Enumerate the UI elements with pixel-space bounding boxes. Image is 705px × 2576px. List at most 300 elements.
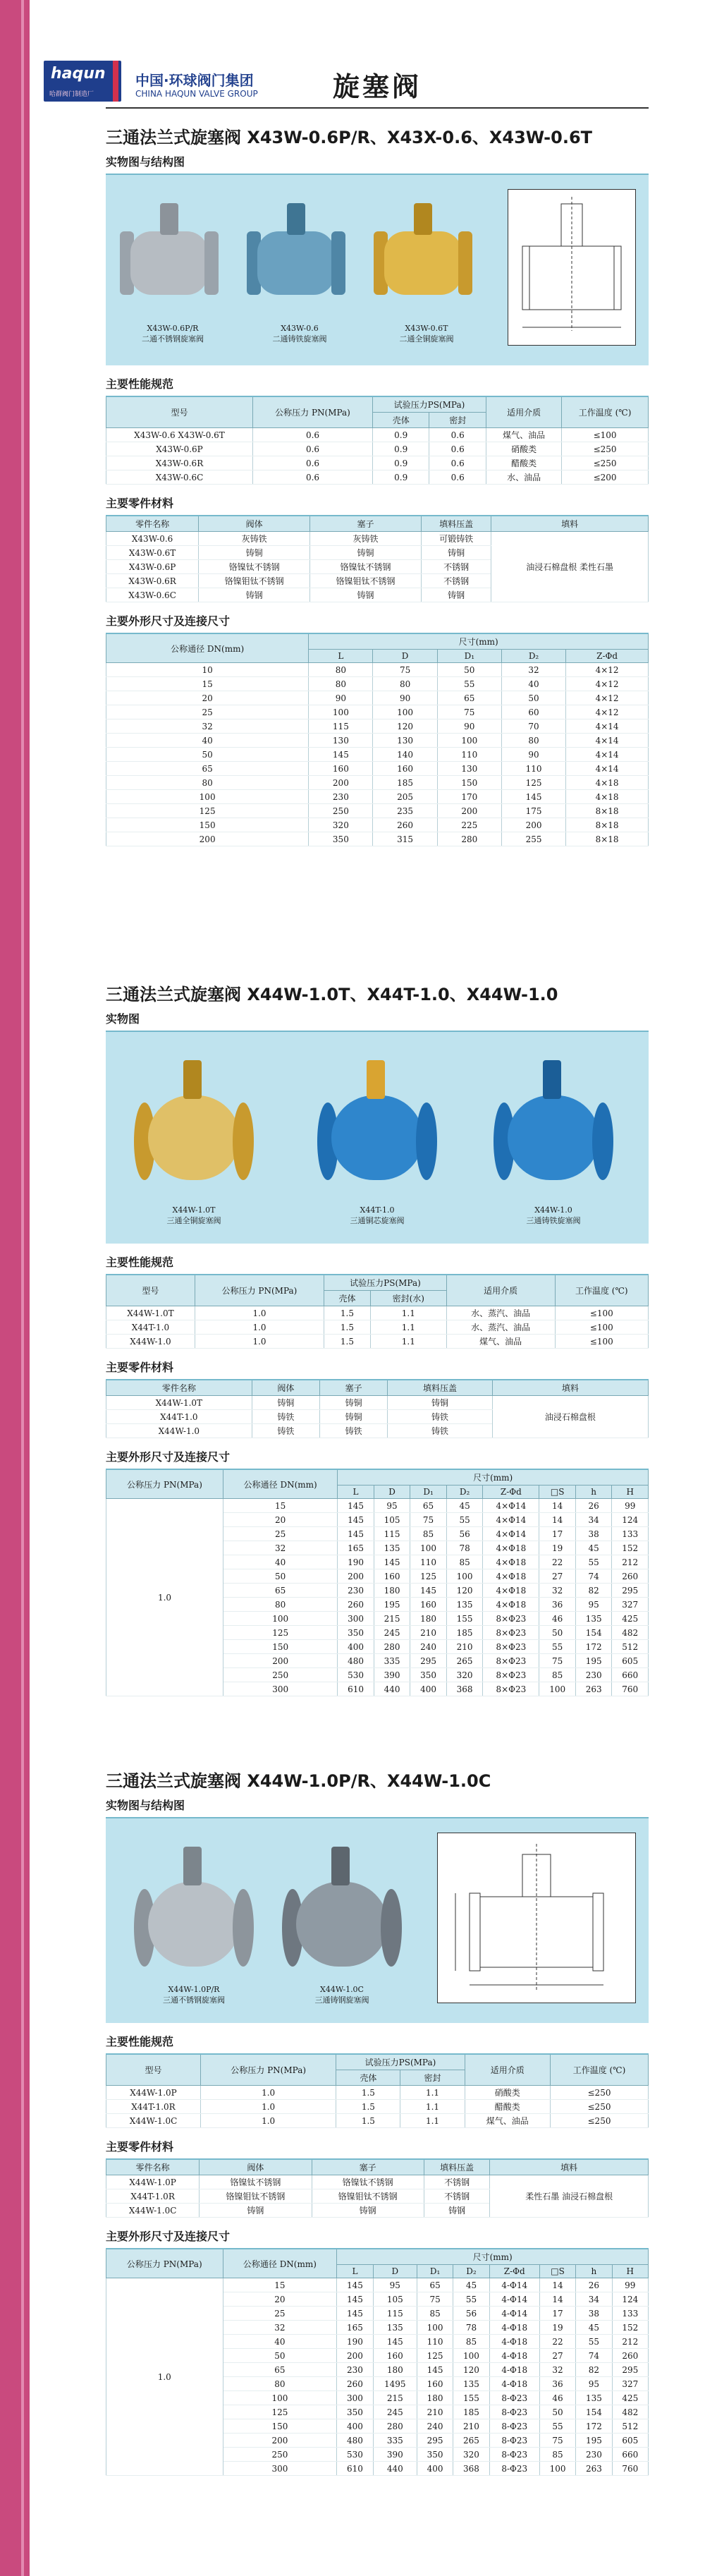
table-cell: 90: [309, 691, 373, 705]
table-cell: ≤250: [562, 442, 649, 456]
table-cell: 230: [576, 2448, 612, 2462]
table-cell: 铸铜: [320, 1396, 388, 1410]
table-cell: 8×Φ23: [483, 1640, 539, 1654]
table-cell: X43W-0.6P: [106, 560, 199, 574]
table-cell: 铸铜: [310, 546, 422, 560]
table-cell: 45: [453, 2278, 489, 2292]
table-cell: 145: [410, 1584, 447, 1598]
table-cell: 160: [417, 2377, 453, 2391]
table-cell: X43W-0.6C: [106, 588, 199, 602]
table-cell: 50: [539, 2405, 575, 2419]
table-cell: 260: [337, 2377, 373, 2391]
table-cell: 34: [576, 2292, 612, 2307]
parts-table: 零件名称 阀体 塞子 填料压盖 填料 X43W-0.6 灰铸铁 灰铸铁 可锻铸铁 油浸石棉盘根 柔性石墨 X43W-0.6T 铸铜 铸铜 铸铜 X43W-0.6P 铬镍钛不锈钢 铬镍钛不锈钢 不锈钢 X43W-0.6R 铬镍钼钛不锈钢 铬镍钼钛不锈钢 不锈钢 X43W-0.6C 铸钢 铸钢 铸钢: [106, 515, 649, 602]
table-cell: 4×14: [566, 719, 649, 734]
table-cell: 醋酸类: [465, 2100, 550, 2114]
table-row: [106, 532, 649, 546]
table-cell: 135: [576, 2391, 612, 2405]
table-cell: 1495: [373, 2377, 417, 2391]
table-cell: 145: [374, 1555, 410, 1569]
table-cell: 610: [338, 1682, 374, 1696]
table-cell: 铸铁: [388, 1410, 492, 1424]
table-cell: 灰铸铁: [310, 532, 422, 546]
table-cell: 212: [612, 1555, 649, 1569]
table-cell: 145: [338, 1499, 374, 1513]
table-cell: 210: [453, 2419, 489, 2434]
photo-heading: 实物图: [106, 1012, 140, 1026]
table-cell: 4×Φ14: [483, 1527, 539, 1541]
table-cell: 99: [612, 2278, 648, 2292]
table-cell: 133: [612, 2307, 648, 2321]
table-cell: 152: [612, 2321, 648, 2335]
table-cell: 38: [575, 1527, 612, 1541]
table-cell: 320: [309, 818, 373, 832]
table-row: [106, 663, 649, 677]
logo-accent: [113, 61, 118, 102]
table-cell: 200: [337, 2349, 373, 2363]
table-cell: X44W-1.0C: [106, 2114, 201, 2128]
table-cell: 45: [576, 2321, 612, 2335]
table-cell: 245: [373, 2405, 417, 2419]
table-cell: 19: [539, 1541, 576, 1555]
table-cell: 150: [223, 1640, 338, 1654]
table-cell: 铬镍钼钛不锈钢: [312, 2189, 424, 2204]
table-cell: 480: [337, 2434, 373, 2448]
table-cell: 45: [446, 1499, 483, 1513]
table-cell: 180: [373, 2363, 417, 2377]
table-row: [106, 818, 649, 832]
table-cell: 85: [446, 1555, 483, 1569]
table-cell: 85: [539, 2448, 575, 2462]
table-cell: 1.1: [400, 2114, 465, 2128]
table-cell: 160: [373, 2349, 417, 2363]
table-cell: 335: [373, 2434, 417, 2448]
table-cell: 65: [223, 2363, 337, 2377]
table-cell: 230: [338, 1584, 374, 1598]
table-cell: 160: [309, 762, 373, 776]
table-cell: 4-Φ14: [489, 2292, 539, 2307]
table-cell: 100: [410, 1541, 447, 1555]
table-cell: 1.0: [195, 1335, 324, 1349]
table-cell: 硝酸类: [465, 2086, 550, 2100]
table-row: [106, 719, 649, 734]
table-cell: 482: [612, 2405, 648, 2419]
table-cell: 390: [374, 1668, 410, 1682]
table-cell: 铸铜: [388, 1396, 492, 1410]
table-cell: X44T-1.0R: [106, 2100, 201, 2114]
table-cell: 36: [539, 1598, 576, 1612]
table-cell: 145: [338, 1527, 374, 1541]
table-cell: 195: [575, 1654, 612, 1668]
table-cell: 170: [437, 790, 501, 804]
table-cell: X44W-1.0P: [106, 2086, 201, 2100]
table-cell: 14: [539, 2292, 575, 2307]
page-title: 旋塞阀: [333, 71, 422, 102]
table-cell: 260: [612, 1569, 649, 1584]
table-cell: 1.0: [195, 1306, 324, 1320]
brand-logo: [44, 61, 121, 102]
table-cell: 油浸石棉盘根 柔性石墨: [491, 532, 649, 602]
table-cell: 280: [373, 2419, 417, 2434]
table-cell: 185: [453, 2405, 489, 2419]
table-cell: 200: [309, 776, 373, 790]
table-cell: 440: [373, 2462, 417, 2476]
table-cell: 80: [223, 2377, 337, 2391]
table-cell: 78: [446, 1541, 483, 1555]
table-cell: 530: [337, 2448, 373, 2462]
table-cell: 212: [612, 2335, 648, 2349]
table-cell: 195: [374, 1598, 410, 1612]
table-cell: 油浸石棉盘根: [492, 1396, 648, 1438]
table-cell: 10: [106, 663, 309, 677]
table-cell: 75: [373, 663, 437, 677]
table-cell: 0.6: [253, 442, 373, 456]
table-cell: 铸铁: [252, 1410, 319, 1424]
table-cell: 4-Φ18: [489, 2335, 539, 2349]
table-cell: 95: [576, 2377, 612, 2391]
table-cell: 4-Φ14: [489, 2278, 539, 2292]
table-cell: 4×Φ18: [483, 1569, 539, 1584]
table-cell: 铸钢: [424, 2204, 490, 2218]
table-cell: 1.5: [324, 1335, 371, 1349]
table-cell: 17: [539, 2307, 575, 2321]
logo-tag: 哈群阀门制造厂: [49, 91, 94, 98]
table-cell: 65: [410, 1499, 447, 1513]
table-row: [106, 456, 649, 470]
table-cell: X44W-1.0T: [106, 1396, 252, 1410]
table-cell: 40: [501, 677, 565, 691]
parts-heading: 主要零件材料: [106, 2140, 174, 2153]
table-cell: 铬镍钼钛不锈钢: [199, 574, 310, 588]
table-cell: 225: [437, 818, 501, 832]
parts-table: 零件名称 阀体 塞子 填料压盖 填料 X44W-1.0P 铬镍钛不锈钢 铬镍钛不锈钢 不锈钢 柔性石墨 油浸石棉盘根 X44T-1.0R 铬镍钼钛不锈钢 铬镍钼钛不锈钢 不锈钢 X44W-1.0C 铸钢 铸钢 铸钢: [106, 2158, 649, 2218]
table-cell: 4-Φ18: [489, 2349, 539, 2363]
table-cell: 100: [539, 2462, 575, 2476]
performance-table: 型号 公称压力 PN(MPa) 试验压力PS(MPa) 适用介质 工作温度 (℃) 壳体 密封 X43W-0.6 X43W-0.6T 0.6 0.9 0.6 煤气、油品 ≤100 X43W-0.6P 0.6 0.9 0.6 硝酸类 ≤250 X43W-0.6R 0.6 0.9 0.6 醋酸类 ≤250 X43W-0.6C 0.6 0.9 0.6 水、油品 ≤200: [106, 396, 649, 485]
caption-3: X43W-0.6T 二通全铜旋塞阀: [399, 324, 454, 344]
table-cell: 8-Φ23: [489, 2419, 539, 2434]
table-cell: 230: [575, 1668, 612, 1682]
table-cell: 100: [417, 2321, 453, 2335]
table-cell: 130: [437, 762, 501, 776]
table-cell: 铸钢: [310, 588, 422, 602]
table-cell: 295: [410, 1654, 447, 1668]
table-cell: 8-Φ23: [489, 2405, 539, 2419]
table-cell: 32: [501, 663, 565, 677]
table-cell: 60: [501, 705, 565, 719]
structure-drawing: [437, 1833, 636, 2003]
structure-drawing-svg: [508, 190, 635, 345]
table-row: [106, 2100, 649, 2114]
table-cell: 120: [373, 719, 437, 734]
table-cell: 75: [539, 2434, 575, 2448]
table-cell: 22: [539, 1555, 576, 1569]
table-cell: 320: [446, 1668, 483, 1682]
table-cell: 65: [106, 762, 309, 776]
section-title: 三通法兰式旋塞阀 X44W-1.0T、X44T-1.0、X44W-1.0: [106, 985, 558, 1004]
table-cell: 145: [337, 2278, 373, 2292]
table-cell: 145: [501, 790, 565, 804]
perf-heading: 主要性能规范: [106, 2035, 174, 2048]
table-cell: X44T-1.0: [106, 1320, 195, 1335]
table-row: [106, 428, 649, 442]
table-cell: 125: [417, 2349, 453, 2363]
section-title: 三通法兰式旋塞阀 X43W-0.6P/R、X43X-0.6、X43W-0.6T: [106, 128, 593, 147]
table-cell: 8-Φ23: [489, 2391, 539, 2405]
table-cell: 190: [337, 2335, 373, 2349]
table-cell: 350: [417, 2448, 453, 2462]
table-cell: ≤250: [550, 2100, 648, 2114]
table-cell: ≤250: [550, 2086, 648, 2100]
table-cell: 74: [576, 2349, 612, 2363]
table-cell: ≤100: [555, 1335, 648, 1349]
table-cell: 250: [223, 1668, 338, 1682]
table-cell: 200: [338, 1569, 374, 1584]
table-cell: 34: [575, 1513, 612, 1527]
table-cell: 85: [539, 1668, 576, 1682]
table-cell: 180: [374, 1584, 410, 1598]
table-cell: 660: [612, 1668, 649, 1682]
table-cell: 55: [576, 2335, 612, 2349]
table-cell: 20: [223, 1513, 338, 1527]
table-cell: 90: [373, 691, 437, 705]
table-cell: 100: [223, 1612, 338, 1626]
table-cell: 115: [374, 1527, 410, 1541]
table-cell: 32: [223, 1541, 338, 1555]
table-cell: 200: [106, 832, 309, 846]
table-cell: 263: [576, 2462, 612, 2476]
table-cell: 4×Φ18: [483, 1584, 539, 1598]
table-cell: 1.5: [324, 1306, 371, 1320]
table-cell: 4×18: [566, 790, 649, 804]
table-cell: 15: [106, 677, 309, 691]
table-cell: 350: [309, 832, 373, 846]
table-cell: 295: [417, 2434, 453, 2448]
caption-1: X44W-1.0T 三通全铜旋塞阀: [166, 1205, 221, 1225]
table-cell: 70: [501, 719, 565, 734]
table-cell: 20: [223, 2292, 337, 2307]
table-cell: 15: [223, 2278, 337, 2292]
caption-1: X43W-0.6P/R 二通不锈钢旋塞阀: [142, 324, 204, 344]
parts-table: 零件名称 阀体 塞子 填料压盖 填料 X44W-1.0T 铸铜 铸铜 铸铜 油浸石棉盘根 X44T-1.0 铸铁 铸铜 铸铁 X44W-1.0 铸铁 铸铁 铸铁: [106, 1379, 649, 1438]
table-cell: 150: [437, 776, 501, 790]
table-cell: 390: [373, 2448, 417, 2462]
table-cell: ≤250: [562, 456, 649, 470]
table-cell: 1.0: [200, 2114, 336, 2128]
table-cell: 152: [612, 1541, 649, 1555]
table-cell: 32: [223, 2321, 337, 2335]
table-cell: 255: [501, 832, 565, 846]
table-cell: 4×Φ14: [483, 1513, 539, 1527]
table-cell: 4×Φ18: [483, 1555, 539, 1569]
table-cell: 铸铁: [252, 1424, 319, 1438]
table-row: [106, 2086, 649, 2100]
structure-drawing: [508, 189, 636, 346]
table-cell: 760: [612, 2462, 648, 2476]
table-cell: 250: [309, 804, 373, 818]
table-cell: 120: [453, 2363, 489, 2377]
table-cell: 172: [575, 1640, 612, 1654]
table-cell: 130: [373, 734, 437, 748]
table-cell: 铸铜: [199, 546, 310, 560]
table-cell: 760: [612, 1682, 649, 1696]
table-row: [106, 762, 649, 776]
table-cell: 100: [106, 790, 309, 804]
dim-heading: 主要外形尺寸及连接尺寸: [106, 2230, 231, 2243]
table-cell: 82: [576, 2363, 612, 2377]
table-cell: 40: [223, 2335, 337, 2349]
table-cell: 55: [446, 1513, 483, 1527]
table-row: [106, 734, 649, 748]
table-cell: 200: [223, 1654, 338, 1668]
table-cell: 55: [453, 2292, 489, 2307]
table-cell: 8×Φ23: [483, 1626, 539, 1640]
table-cell: 8×18: [566, 818, 649, 832]
dimension-table: 公称压力 PN(MPa) 公称通径 DN(mm) 尺寸(mm) L D D₁ D₂ Z-Φd □S h H 1.0 15 145 95 65 45 4-Φ14 14 26 99 20 145 105 75 55 4-Φ14 14 34 124 25 145 115 85 56 4-Φ14 17 38 133 32 165 135 100 78 4-Φ18 19 45 152 40 190 145 110 85 4-Φ18 22 55 212 50 200 160 125 100 4-Φ18 27 74 260 65 230 180 145 120 4-Φ18 32 82 295 80 260 1495 160 135 4-Φ18 36 95 327 100 300 215 180 155 8-Φ23 46 135 425 125 350 245 210 185 8-Φ23 50 154 482 150 400 280 240 210 8-Φ23 55 172 512 200 480 335 295 265 8-Φ23 75 195 605 250 530 390 350 320 8-Φ23 85 230 660 300 610 440 400 368 8-Φ23 100 263 760: [106, 2248, 649, 2476]
table-cell: 14: [539, 2278, 575, 2292]
table-cell: 125: [223, 2405, 337, 2419]
table-cell: 8×Φ23: [483, 1612, 539, 1626]
table-cell: 440: [374, 1682, 410, 1696]
table-cell: 265: [446, 1654, 483, 1668]
table-cell: ≤200: [562, 470, 649, 485]
table-cell: 124: [612, 2292, 648, 2307]
table-cell: ≤100: [555, 1306, 648, 1320]
table-cell: 铸钢: [312, 2204, 424, 2218]
table-cell: 1.5: [336, 2086, 400, 2100]
table-cell: 1.5: [336, 2100, 400, 2114]
table-cell: 125: [106, 804, 309, 818]
perf-heading: 主要性能规范: [106, 377, 174, 391]
table-cell: 175: [501, 804, 565, 818]
table-cell: 280: [437, 832, 501, 846]
table-cell: X44T-1.0: [106, 1410, 252, 1424]
table-cell: 22: [539, 2335, 575, 2349]
table-row: [106, 442, 649, 456]
table-cell: 铬镍钛不锈钢: [200, 2175, 312, 2189]
table-cell: 4×12: [566, 663, 649, 677]
table-cell: 75: [410, 1513, 447, 1527]
table-cell: 0.6: [429, 470, 486, 485]
table-cell: 煤气、油品: [486, 428, 561, 442]
table-cell: 145: [338, 1513, 374, 1527]
page-header: [30, 0, 705, 106]
table-cell: 4×14: [566, 762, 649, 776]
table-cell: 26: [575, 1499, 612, 1513]
table-cell: 74: [575, 1569, 612, 1584]
table-cell: 32: [539, 1584, 576, 1598]
table-cell: 610: [337, 2462, 373, 2476]
table-cell: 65: [223, 1584, 338, 1598]
table-cell: 605: [612, 2434, 648, 2448]
table-cell: 200: [223, 2434, 337, 2448]
table-cell: 0.6: [429, 456, 486, 470]
table-cell: 32: [539, 2363, 575, 2377]
table-cell: 155: [453, 2391, 489, 2405]
table-row: [106, 804, 649, 818]
table-cell: 280: [374, 1640, 410, 1654]
table-cell: 4×12: [566, 705, 649, 719]
table-cell: 50: [539, 1626, 576, 1640]
table-cell: 605: [612, 1654, 649, 1668]
table-cell: 320: [453, 2448, 489, 2462]
section-x43: [106, 123, 649, 846]
table-cell: 200: [437, 804, 501, 818]
table-cell: 0.6: [253, 456, 373, 470]
table-row: [106, 1499, 649, 1513]
table-cell: 425: [612, 2391, 648, 2405]
table-cell: 160: [374, 1569, 410, 1584]
table-cell: 90: [501, 748, 565, 762]
table-cell: 145: [337, 2292, 373, 2307]
table-cell: 400: [417, 2462, 453, 2476]
table-cell: 210: [410, 1626, 447, 1640]
table-row: [106, 1335, 649, 1349]
table-cell: 135: [373, 2321, 417, 2335]
table-cell: 190: [338, 1555, 374, 1569]
table-cell: 150: [106, 818, 309, 832]
table-cell: 45: [575, 1541, 612, 1555]
table-cell: 煤气、油品: [465, 2114, 550, 2128]
table-cell: 530: [338, 1668, 374, 1682]
table-cell: 不锈钢: [421, 560, 491, 574]
table-cell: 315: [373, 832, 437, 846]
table-cell: 368: [453, 2462, 489, 2476]
table-cell: 55: [539, 1640, 576, 1654]
table-cell: 铸铜: [252, 1396, 319, 1410]
section-title: 三通法兰式旋塞阀 X44W-1.0P/R、X44W-1.0C: [106, 1771, 491, 1791]
table-cell: 145: [417, 2363, 453, 2377]
table-row: [106, 705, 649, 719]
table-cell: 25: [106, 705, 309, 719]
table-cell: 300: [223, 2462, 337, 2476]
table-cell: 32: [106, 719, 309, 734]
photo-band: [106, 174, 649, 365]
table-cell: 1.5: [336, 2114, 400, 2128]
caption-2: X44T-1.0 三通铜芯旋塞阀: [350, 1205, 405, 1225]
table-cell: ≤100: [562, 428, 649, 442]
caption-2: X44W-1.0C 三通铸钢旋塞阀: [314, 1985, 369, 2005]
table-cell: 78: [453, 2321, 489, 2335]
table-cell: 8×18: [566, 832, 649, 846]
table-cell: 4-Φ18: [489, 2321, 539, 2335]
table-cell: 135: [453, 2377, 489, 2391]
table-cell: 4×Φ18: [483, 1598, 539, 1612]
table-cell: 180: [410, 1612, 447, 1626]
table-cell: 14: [539, 1513, 576, 1527]
table-cell: 250: [223, 2448, 337, 2462]
table-cell: 80: [373, 677, 437, 691]
table-cell: 46: [539, 2391, 575, 2405]
structure-drawing-svg: [438, 1833, 635, 2003]
table-cell: 135: [374, 1541, 410, 1555]
table-cell: 100: [437, 734, 501, 748]
table-cell: X43W-0.6: [106, 532, 199, 546]
table-cell: 135: [446, 1598, 483, 1612]
table-cell: 260: [612, 2349, 648, 2363]
table-cell: 145: [309, 748, 373, 762]
header-rule: [106, 107, 649, 109]
section-x44-t: [106, 980, 649, 1696]
table-cell: 铸钢: [199, 588, 310, 602]
table-cell: X43W-0.6C: [106, 470, 253, 485]
table-cell: 660: [612, 2448, 648, 2462]
table-cell: 4×Φ14: [483, 1499, 539, 1513]
table-cell: 8-Φ23: [489, 2448, 539, 2462]
table-cell: 150: [223, 2419, 337, 2434]
table-cell: 110: [417, 2335, 453, 2349]
table-row: [106, 677, 649, 691]
